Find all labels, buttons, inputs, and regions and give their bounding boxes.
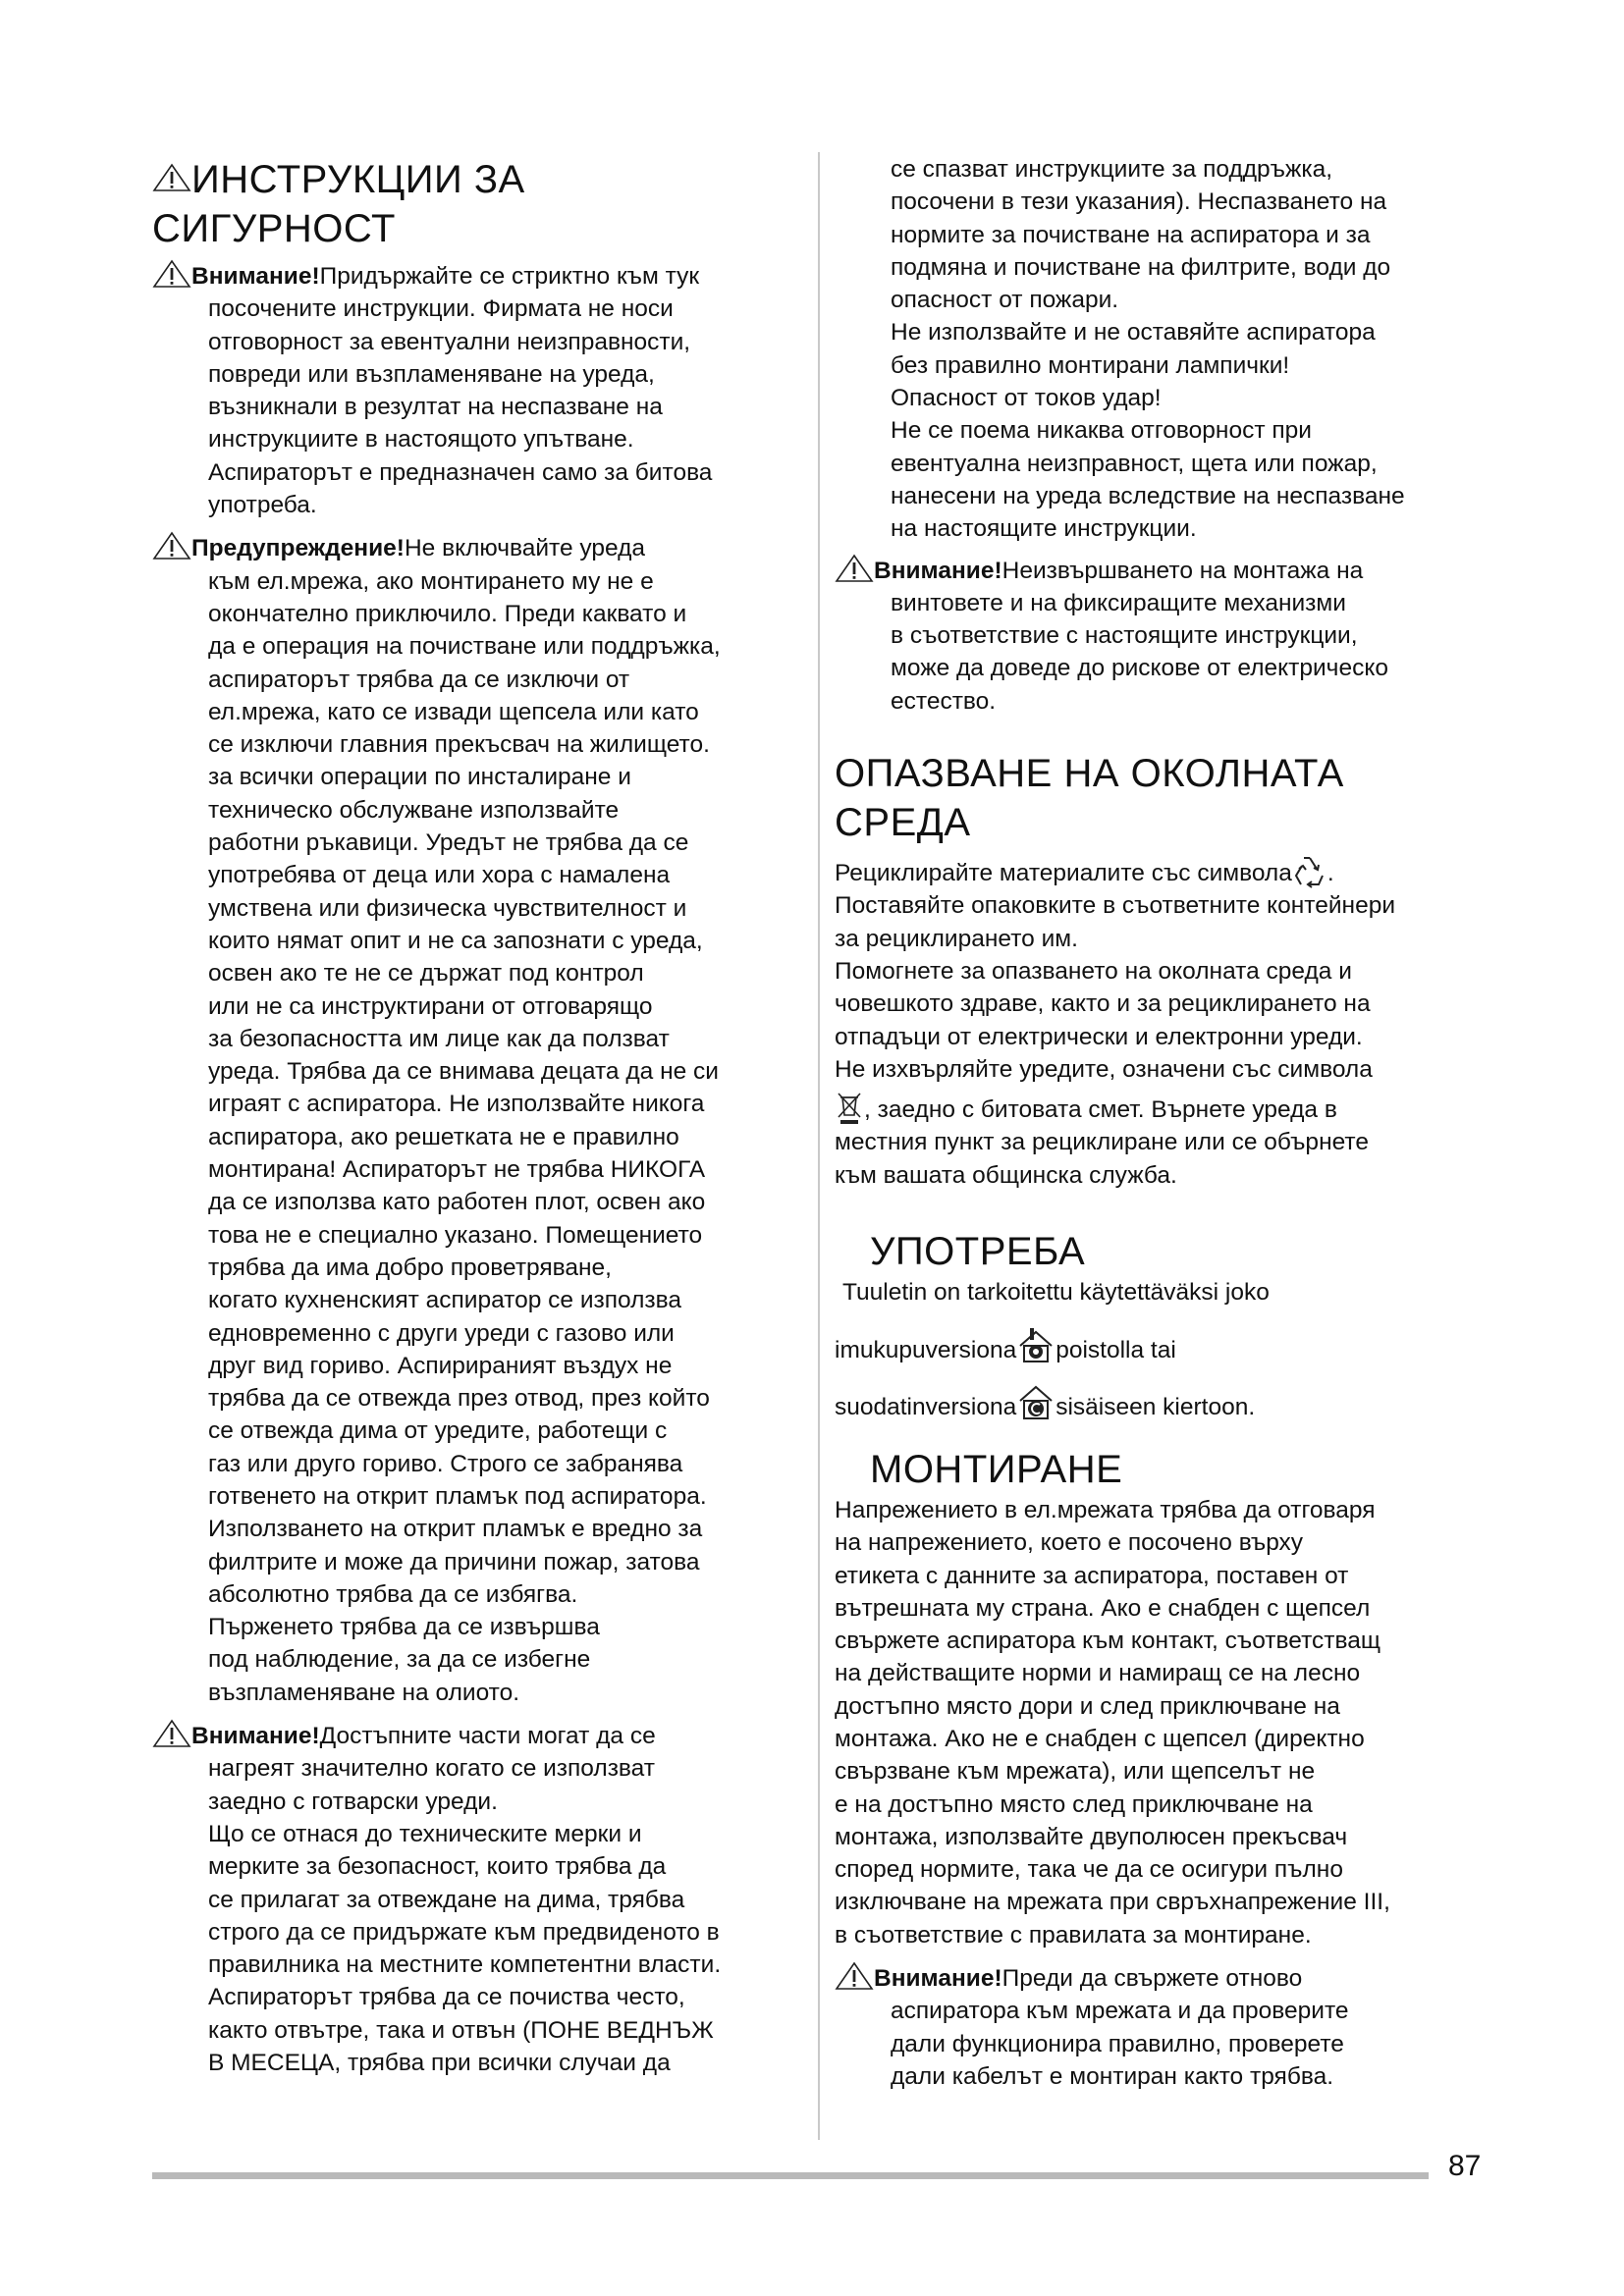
text-line: към вашата общинска служба. [835, 1161, 1177, 1189]
text-line: Не изхвърляйте уредите, означени със символа [835, 1055, 1373, 1083]
usage-line-text: suodatinversiona [835, 1393, 1017, 1420]
text-line: изключване на мрежата при свръхнапрежение III, [835, 1889, 1390, 1916]
text-line: подмяна и почистване на филтрите, води до [891, 253, 1391, 281]
environment-line-end: . [1326, 860, 1334, 887]
warning-icon [152, 531, 191, 561]
text-line: вътрешната му страна. Ако е снабден с щепсел [835, 1594, 1371, 1622]
text-line: винтовете и на фиксиращите механизми [891, 589, 1346, 616]
note-body [835, 1995, 1483, 2093]
text-line: на настоящите инструкции. [891, 515, 1197, 543]
text-line: окончателно приключило. Преди каквато и [208, 600, 687, 627]
warning-icon [835, 554, 874, 583]
text-line: едновременно с други уреди с газово или [208, 1319, 675, 1347]
environment-line-text: , заедно с битовата смет. Върнете уреда в [864, 1096, 1337, 1124]
text-line: или не са инструктирани от отговарящо [208, 992, 653, 1020]
text-line: монтажа, използвайте двуполюсен прекъсвач [835, 1823, 1348, 1850]
usage-line-text: poistolla tai [1056, 1337, 1176, 1364]
environment-title-line2: СРЕДА [835, 801, 971, 845]
text-line: Аспираторът трябва да се почиства често, [208, 1984, 685, 2011]
text-line: трябва да има добро проветряване, [208, 1254, 612, 1281]
text-line: В МЕСЕЦА, трябва при всички случаи да [208, 2050, 671, 2077]
text-line: се прилагат за отвеждане на дима, трябва [208, 1886, 685, 1913]
text-line: Не се поема никаква отговорност при [891, 417, 1312, 445]
note-lead: Внимание! [191, 1723, 320, 1750]
text-line: естество. [891, 687, 997, 715]
text-line: местния пункт за рециклиране или се обърнете [835, 1129, 1369, 1156]
text-line: за безопасността им лице как да ползват [208, 1025, 670, 1052]
note-first-line: Достъпните части могат да се [319, 1723, 656, 1750]
text-line: в съответствие с настоящите инструкции, [891, 622, 1358, 650]
text-line: нанесени на уреда вследствие на неспазване [891, 482, 1405, 509]
text-line: дали функционира правилно, проверете [891, 2030, 1344, 2057]
text-line: опасност от пожари. [891, 287, 1119, 314]
extraction-mode-icon [1016, 1326, 1056, 1365]
warning-icon [152, 1719, 191, 1748]
text-line: според нормите, така че да се осигури пълно [835, 1856, 1343, 1884]
usage-line-text: imukupuversiona [835, 1337, 1017, 1364]
text-line: които нямат опит и не са запознати с уреда, [208, 927, 703, 954]
usage-line [835, 1326, 1483, 1366]
text-line: свързване към мрежата), или щепселът не [835, 1758, 1316, 1786]
warning-icon [152, 259, 191, 289]
text-line: отпадъци от електрически и електронни уреди. [835, 1023, 1363, 1050]
text-line: абсолютно трябва да се избягва. [208, 1580, 578, 1608]
note-line: отговорност за евентуални неизправности, [208, 328, 691, 355]
text-line: заедно с готварски уреди. [208, 1788, 498, 1815]
note-body [152, 565, 800, 1709]
text-line: аспиратора към мрежата и да проверите [891, 1998, 1349, 2025]
text-line: се спазват инструкциите за поддръжка, [891, 156, 1333, 183]
text-line: Опасност от токов удар! [891, 385, 1162, 412]
note-line: посочените инструкции. Фирмата не носи [208, 295, 674, 323]
text-line: етикета с данните за аспиратора, поставен от [835, 1562, 1349, 1589]
mounting-text [835, 1494, 1483, 1951]
note-attention-1 [152, 259, 800, 521]
text-line: Помогнете за опазването на околната среда и [835, 957, 1352, 985]
usage-line [835, 1383, 1483, 1423]
recirculation-mode-icon [1016, 1383, 1056, 1422]
warning-icon [835, 1961, 874, 1991]
footer-rule [152, 2172, 1429, 2179]
column-divider [818, 152, 820, 2140]
continued-text [835, 153, 1483, 546]
note-body [835, 587, 1483, 718]
text-line: за всички операции по инсталиране и [208, 764, 631, 791]
right-column [835, 153, 1483, 2103]
warning-icon [152, 161, 191, 194]
environment-text [835, 855, 1483, 1192]
note-attention-3 [835, 554, 1483, 718]
note-first-line: Преди да свържете отново [1001, 1965, 1303, 1993]
text-line: се изключи главния прекъсвач на жилището. [208, 731, 710, 759]
note-line: Аспираторът е предназначен само за битова [208, 458, 713, 486]
text-line: може да доведе до рискове от електрическо [891, 655, 1388, 682]
text-line: евентуална неизправност, щета или пожар, [891, 450, 1378, 477]
text-line: Пърженето трябва да се извършва [208, 1614, 600, 1641]
note-first-line: Неизвършването на монтажа на [1001, 557, 1364, 584]
note-line: повреди или възпламеняване на уреда, [208, 360, 655, 388]
note-attention-2 [152, 1719, 800, 2079]
text-line: на напрежението, което е посочено върху [835, 1529, 1304, 1557]
usage-title: УПОТРЕБА [870, 1230, 1086, 1274]
text-line: когато кухненският аспиратор се използва [208, 1287, 682, 1314]
text-line: дали кабелът е монтиран както трябва. [891, 2062, 1334, 2090]
text-line: монтирана! Аспираторът не трябва НИКОГА [208, 1156, 706, 1184]
text-line: Напрежението в ел.мрежата трябва да отговаря [835, 1496, 1376, 1523]
environment-line [835, 855, 1483, 889]
text-line: да е операция на почистване или поддръжка, [208, 633, 721, 661]
note-line: инструкциите в настоящото упътване. [208, 426, 634, 454]
environment-lines [835, 889, 1483, 1086]
text-line: нормите за почистване на аспиратора и за [891, 221, 1371, 248]
text-line: в съответствие с правилата за монтиране. [835, 1921, 1312, 1949]
text-line: монтажа. Ако не е снабден с щепсел (директно [835, 1725, 1365, 1752]
text-line: под наблюдение, за да се избегне [208, 1646, 591, 1674]
text-line: е на достъпно място след приключване на [835, 1790, 1313, 1818]
text-line: нагреят значително когато се използват [208, 1755, 655, 1783]
text-line: към ел.мрежа, ако монтирането му не е [208, 567, 654, 595]
text-line: трябва да се отвежда през отвод, през който [208, 1385, 710, 1413]
note-line: възникнали в резултат на неспазване на [208, 394, 663, 421]
note-attention-4 [835, 1961, 1483, 2093]
note-lead: Внимание! [191, 263, 320, 290]
text-line: аспираторът трябва да се изключи от [208, 666, 630, 693]
text-line: филтрите и може да причини пожар, затова [208, 1548, 700, 1575]
text-line: Не използвайте и не оставяйте аспиратора [891, 319, 1376, 347]
text-line: мерките за безопасност, които трябва да [208, 1853, 667, 1881]
text-line: работни ръкавици. Уредът не трябва да се [208, 829, 689, 857]
note-warning [152, 531, 800, 1709]
text-line: аспиратора, ако решетката не е правилно [208, 1123, 679, 1150]
text-line: за рециклирането им. [835, 925, 1078, 952]
text-line: се отвежда дима от уредите, работещи с [208, 1417, 668, 1445]
safety-title-line2: СИГУРНОСТ [152, 207, 396, 250]
text-line: посочени в тези указания). Неспазването на [891, 188, 1387, 216]
text-line: освен ако те не се държат под контрол [208, 960, 644, 988]
environment-line-text: Рециклирайте материалите със символа [835, 860, 1292, 887]
environment-title [835, 749, 1483, 847]
safety-title-line1: ИНСТРУКЦИИ ЗА [191, 158, 525, 201]
text-line: свържете аспиратора към контакт, съответстващ [835, 1628, 1381, 1655]
crossed-bin-icon [835, 1092, 864, 1125]
text-line: както отвътре, така и отвън (ПОНЕ ВЕДНЪЖ [208, 2016, 714, 2044]
safety-title [152, 155, 800, 253]
text-line: човешкото здраве, както и за рециклирането на [835, 990, 1371, 1018]
text-line: без правилно монтирани лампички! [891, 351, 1290, 379]
recycle-icon [1292, 855, 1327, 888]
note-lead: Внимание! [874, 1965, 1002, 1993]
note-first-line: Придържайте се стриктно към тук [319, 263, 700, 290]
usage-line: Tuuletin on tarkoitettu käytettäväksi joko [842, 1279, 1270, 1307]
text-line: употребява от деца или хора с намалена [208, 862, 671, 889]
text-line: да се използва като работен плот, освен ако [208, 1189, 706, 1216]
environment-title-line1: ОПАЗВАНЕ НА ОКОЛНАТА [835, 752, 1344, 796]
text-line: готвенето на открит пламък под аспиратора. [208, 1482, 707, 1510]
note-lead: Внимание! [874, 557, 1002, 584]
usage-text [835, 1276, 1483, 1423]
text-line: на действащите норми и намиращ се на лесно [835, 1660, 1361, 1687]
mounting-title: МОНТИРАНЕ [870, 1447, 1123, 1491]
text-line: достъпно място дори и след приключване на [835, 1692, 1340, 1720]
text-line: Използването на открит пламък е вредно за [208, 1516, 703, 1543]
note-body [152, 293, 800, 521]
text-line: възпламеняване на олиото. [208, 1679, 520, 1706]
text-line: друг вид гориво. Аспирираният въздух не [208, 1352, 673, 1379]
note-line: употреба. [208, 492, 317, 519]
text-line: умствена или физическа чувствителност и [208, 894, 687, 922]
page-number: 87 [1448, 2150, 1482, 2182]
note-first-line: Не включвайте уреда [404, 535, 646, 562]
note-lead: Предупреждение! [191, 535, 405, 562]
text-line: уреда. Трябва да се внимава децата да не си [208, 1058, 719, 1086]
text-line: това не е специално указано. Помещението [208, 1221, 703, 1249]
text-line: газ или друго гориво. Строго се забранява [208, 1450, 683, 1477]
text-line: строго да се придържате към предвиденото в [208, 1918, 720, 1946]
environment-line [835, 1092, 1483, 1126]
text-line: играят с аспиратора. Не използвайте никога [208, 1091, 705, 1118]
left-column [152, 155, 800, 2089]
usage-line-text: sisäiseen kiertoon. [1056, 1393, 1256, 1420]
environment-tail [835, 1126, 1483, 1192]
text-line: техническо обслужване използвайте [208, 796, 620, 824]
note-body [152, 1752, 800, 2079]
text-line: ел.мрежа, като се извади щепсела или като [208, 698, 699, 725]
text-line: правилника на местните компетентни власти. [208, 1951, 722, 1979]
text-line: Що се отнася до техническите мерки и [208, 1820, 642, 1847]
text-line: Поставяйте опаковките в съответните контейнери [835, 892, 1396, 920]
